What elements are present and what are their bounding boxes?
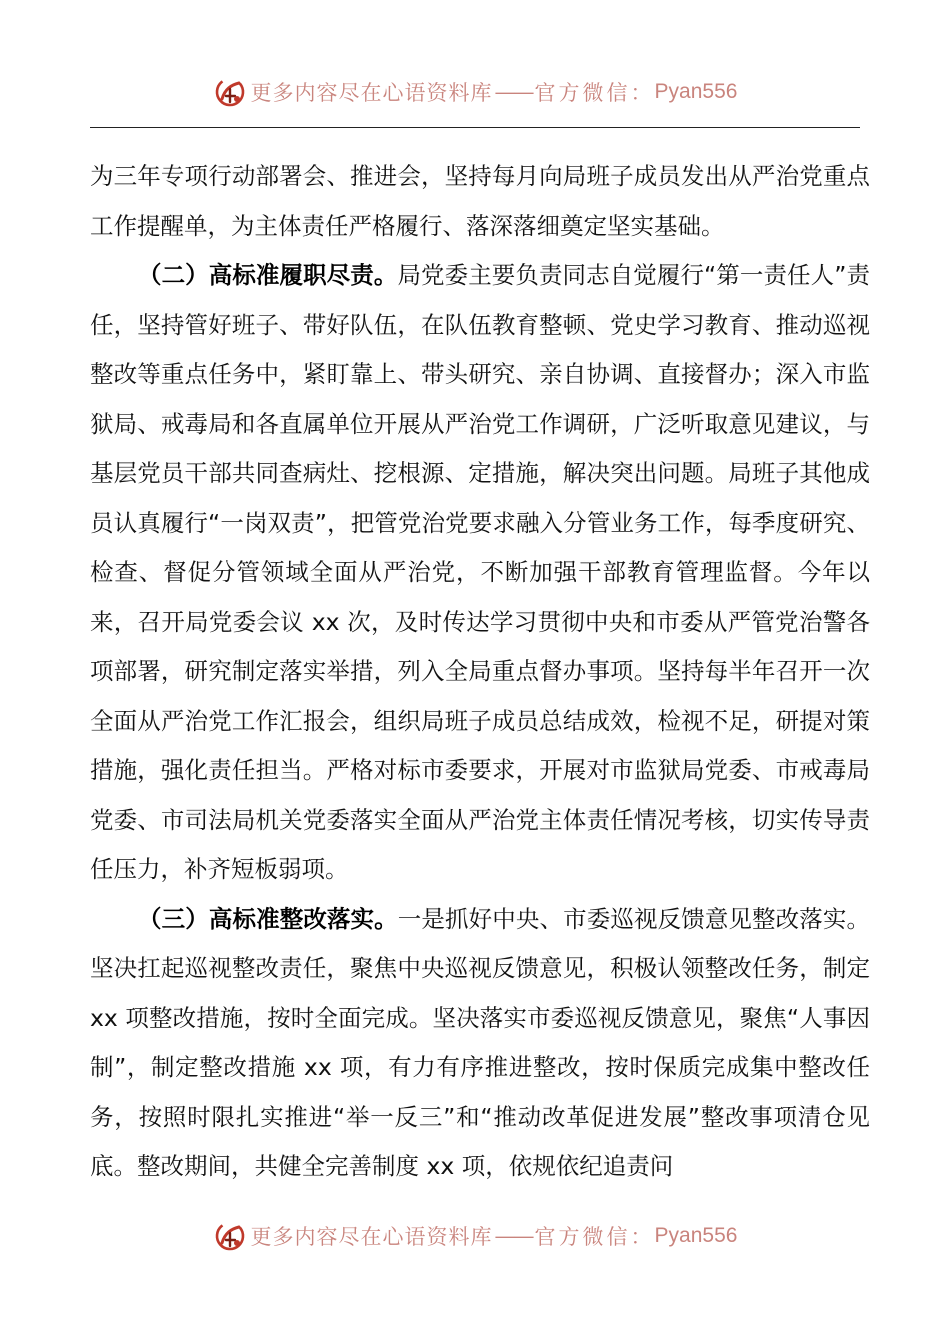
header-divider: [90, 127, 860, 128]
watermark-contact-id: Pyan556: [654, 1224, 738, 1247]
watermark-contact-label: 官方微信：: [534, 81, 655, 105]
watermark-separator: ——: [494, 80, 533, 104]
section-2-text: 局党委主要负责同志自觉履行“第一责任人”责任，坚持管好班子、带好队伍，在队伍教育整顿、党史学习教育、推动巡视整改等重点任务中，紧盯靠上、带头研究、亲自协调、直接督办；深入市监狱局、戒毒局和各直属单位开展从严治党工作调研，广泛听取意见建议，与基层党员干部共同查病灶、挖根源、定措施，解决突出问题。局班子其他成员认真履行“一岗双责”，把管党治党要求融入分管业务工作，每季度研究、检查、督促分管领域全面从严治党，不断加强干部教育管理监督。今年以来，召开局党委会议 xx 次，及时传达学习贯彻中央和市委从严管党治警各项部署，研究制定落实举措，列入全局重点督办事项。坚持每半年召开一次全面从严治党工作汇报会，组织局班子成员总结成效，检视不足，研提对策措施，强化责任担当。严格对标市委要求，开展对市监狱局党委、市戒毒局党委、市司法局机关党委落实全面从严治党主体责任情况考核，切实传导责任压力，补齐短板弱项。: [90, 261, 870, 883]
watermark-site-text: 更多内容尽在心语资料库: [250, 81, 493, 105]
section-3-text: 一是抓好中央、市委巡视反馈意见整改落实。坚决扛起巡视整改责任，聚焦中央巡视反馈意见，积极认领整改任务，制定 xx 项整改措施，按时全面完成。坚决落实市委巡视反馈意见，聚焦“人事因制”，制定整改措施 xx 项，有力有序推进整改，按时保质完成集中整改任务，按照时限扎实推进“举一反三”和“推动改革促进发展”整改事项清仓见底。整改期间，共健全完善制度 xx 项，依规依纪追责问: [90, 904, 871, 1180]
paragraph-continuation: 为三年专项行动部署会、推进会，坚持每月向局班子成员发出从严治党重点工作提醒单，为主体责任严格履行、落深落细奠定坚实基础。: [90, 162, 870, 240]
logo-icon: [213, 1219, 247, 1253]
footer-watermark: [0, 1216, 950, 1256]
logo-icon: [213, 75, 247, 109]
watermark-separator: ——: [494, 1224, 533, 1248]
document-body: [90, 152, 870, 1192]
watermark-contact-id: Pyan556: [654, 80, 738, 103]
watermark-site-text: 更多内容尽在心语资料库: [250, 1225, 493, 1249]
header-watermark: [0, 72, 950, 112]
paragraph-section-2: [90, 251, 870, 895]
paragraph-section-3: [90, 895, 870, 1192]
section-3-heading: （三）高标准整改落实。: [138, 904, 398, 933]
watermark-contact-label: 官方微信：: [534, 1225, 655, 1249]
section-2-heading: （二）高标准履职尽责。: [138, 261, 398, 289]
